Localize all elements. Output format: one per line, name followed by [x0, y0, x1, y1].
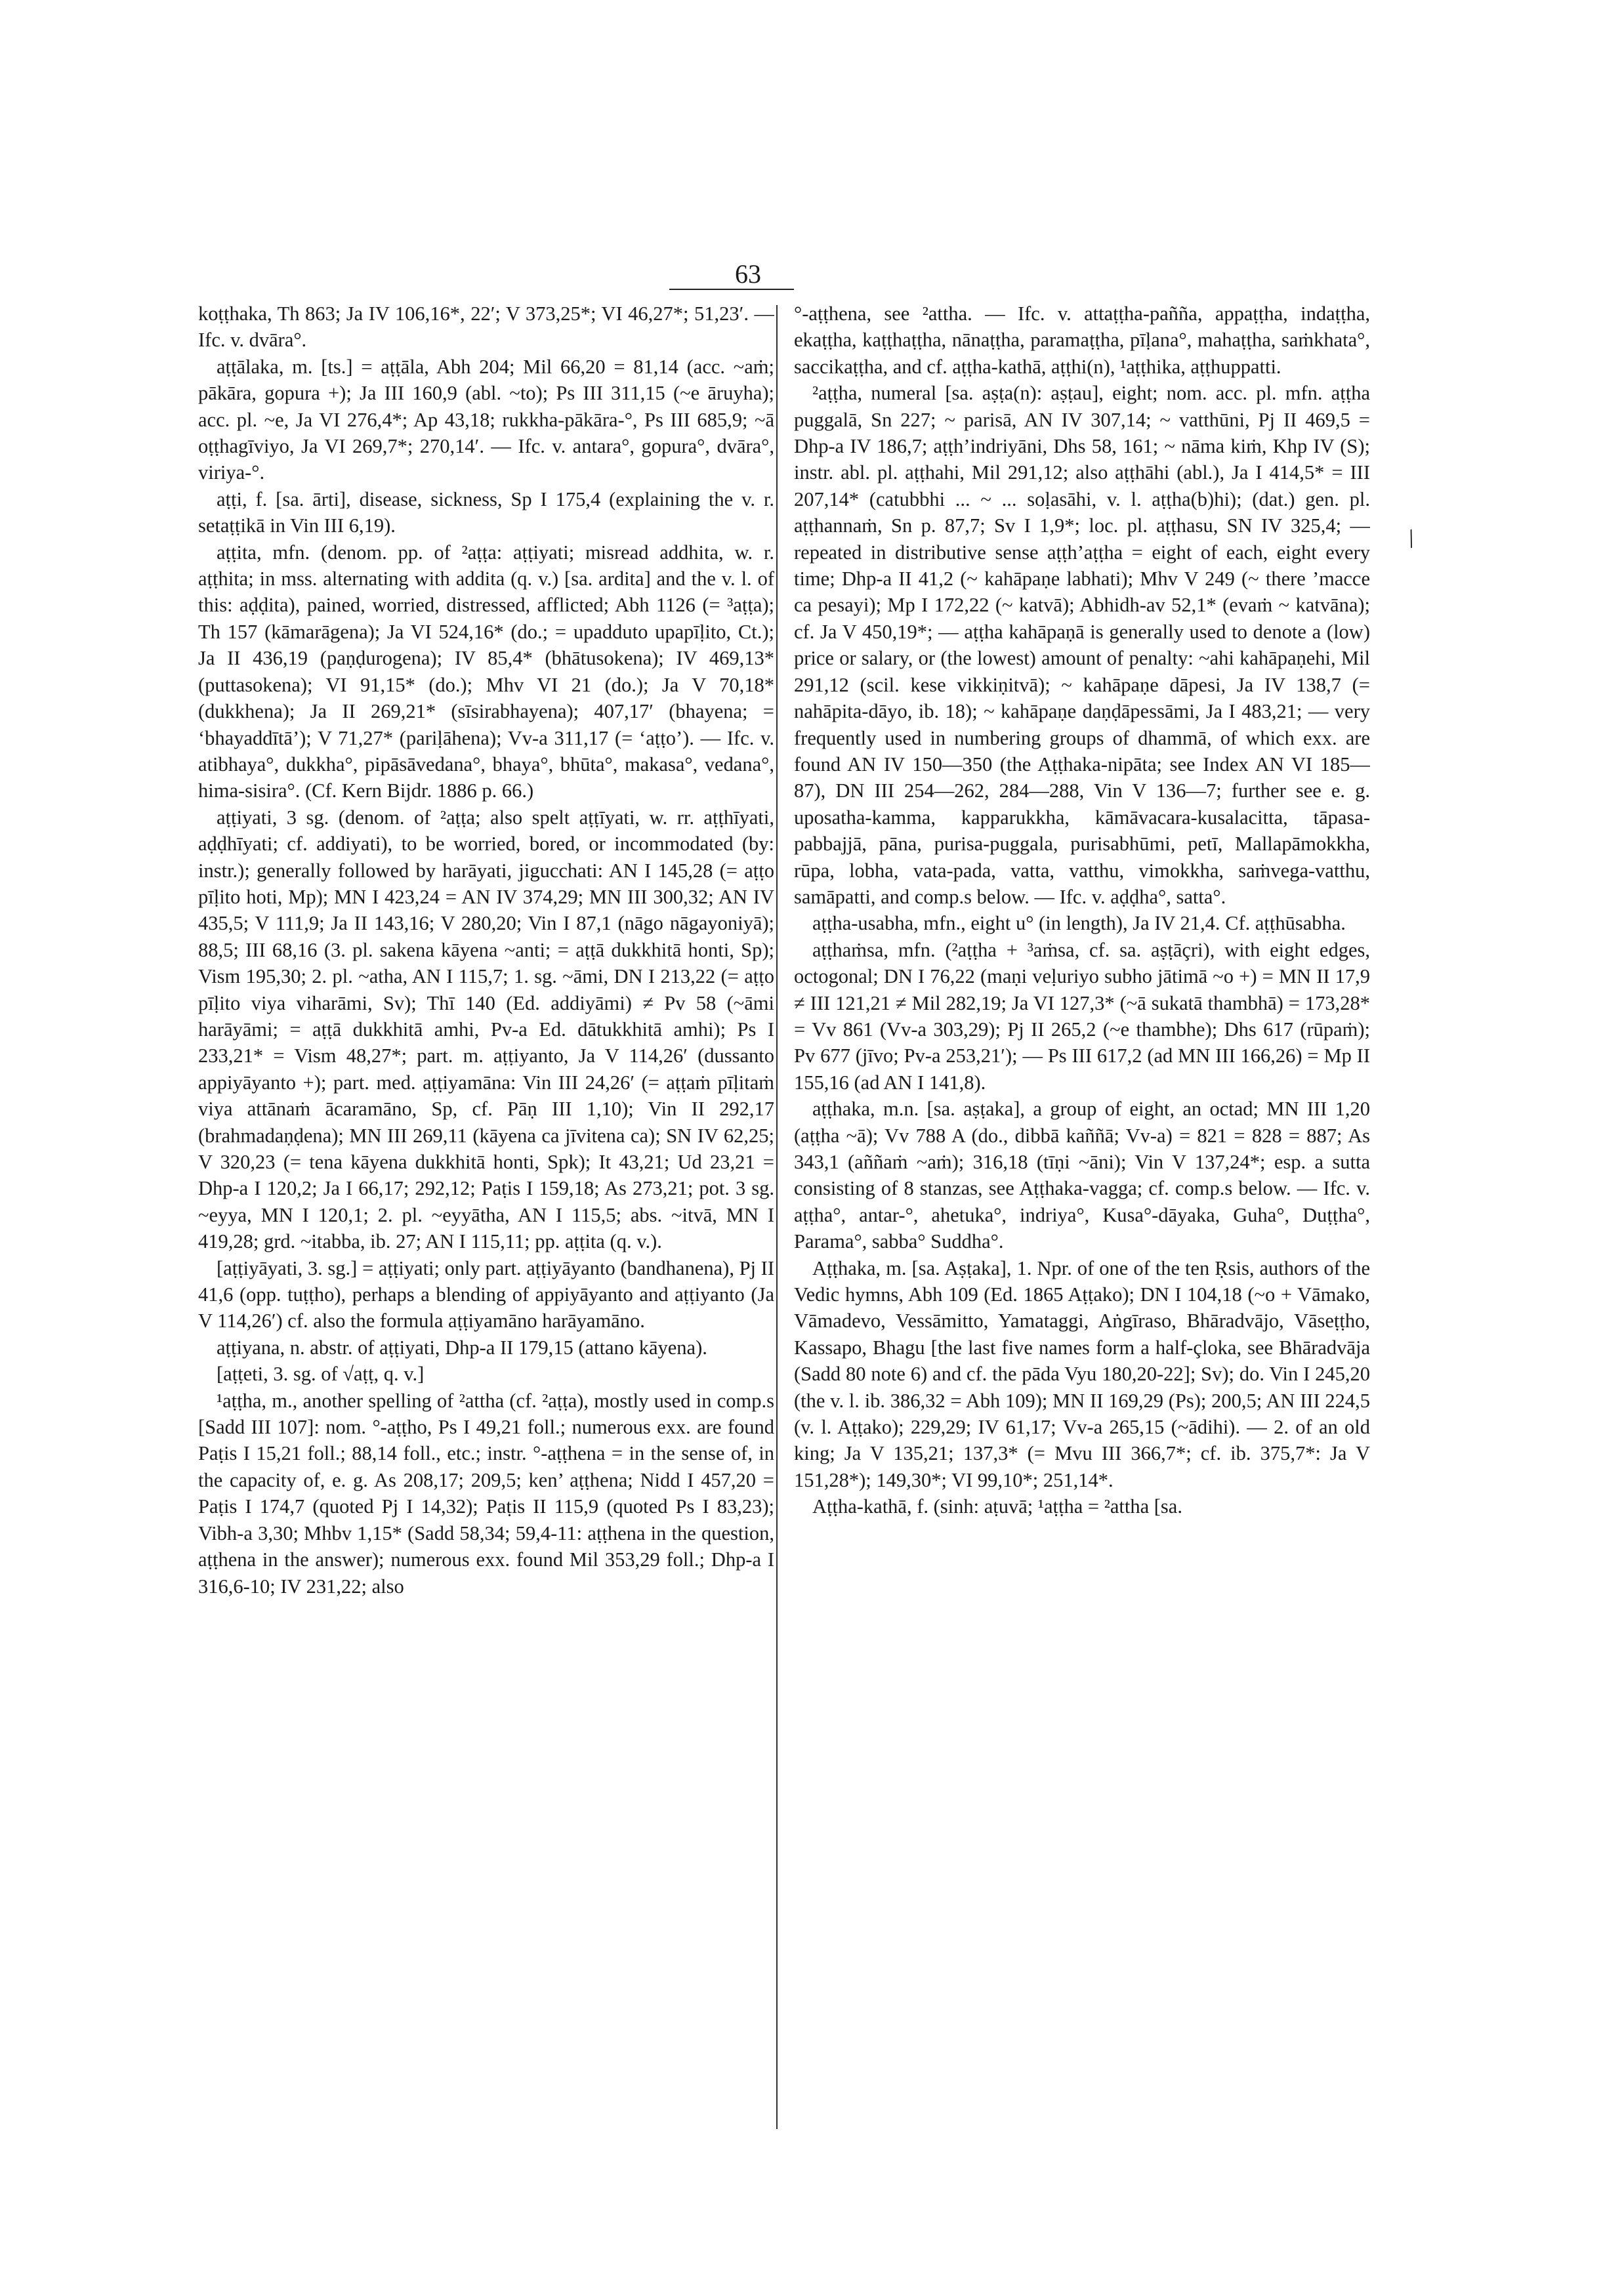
dictionary-entry: ²aṭṭha, numeral [sa. aṣṭa(n): aṣṭau], eight; nom. acc. pl. mfn. aṭṭha puggalā, Sn 227; ~ parisā, AN IV 307,14; ~ vatthūni, Pj II 469,5 = Dhp-a IV 186,7; aṭṭh’indriyāni, Dhs 58, 161; ~ nāma kiṁ, Khp IV (S); instr. abl. pl. aṭṭhahi, Mil 291,12; also aṭṭhāhi (abl.), Ja I 414,5* = III 207,14* (catubbhi ... ~ ... soḷasāhi, v. l. aṭṭha(b)hi); (dat.) gen. pl. aṭṭhannaṁ, Sn p. 87,7; Sv I 1,9*; loc. pl. aṭṭhasu, SN IV 325,4; — repeated in distributive sense aṭṭh’aṭṭha = eight of each, eight every time; Dhp-a II 41,2 (~ kahāpaṇe labhati); Mhv V 249 (~ there ’macce ca pesayi); Mp I 172,22 (~ katvā); Abhidh-av 52,1* (evaṁ ~ katvāna); cf. Ja V 450,19*; — aṭṭha kahāpaṇā is generally used to denote a (low) price or salary, or (the lowest) amount of penalty: ~ahi kahāpaṇehi, Mil 291,12 (scil. kese vikkiṇitvā); ~ kahāpaṇe dāpesi, Ja IV 138,7 (= nahāpita-dāyo, ib. 18); ~ kahāpaṇe daṇḍāpessāmi, Ja I 483,21; — very frequently used in numbering groups of dhammā, of which exx. are found AN IV 150—350 (the Aṭṭhaka-nipāta; see Index AN VI 185—87), DN III 254—262, 284—288, Vin V 136—7; further see e. g. uposatha-kamma, kapparukkha, kāmāvacara-kusalacitta, tāpasa-pabbajjā, pāna, purisa-puggala, purisabhūmi, petī, Mallapāmokkha, rūpa, lobha, vata-pada, vatta, vatthu, vimokkha, saṁvega-vatthu, samāpatti, and comp.s below. — Ifc. v. aḍḍha°, satta°. [794, 382, 1370, 908]
right-column [794, 300, 1370, 2203]
dictionary-entry: koṭṭhaka, Th 863; Ja IV 106,16*, 22′; V 373,25*; VI 46,27*; 51,23′. — Ifc. v. dvāra°. [198, 302, 774, 352]
page-number-rule [669, 289, 794, 290]
dictionary-entry: aṭṭiyati, 3 sg. (denom. of ²aṭṭa; also spelt aṭṭīyati, w. rr. aṭṭhīyati, aḍḍhīyati; cf. addiyati), to be worried, bored, or incommodated (by: instr.); generally followed by harāyati, jigucchati: AN I 145,28 (= aṭṭo pīḷito hoti, Mp); MN I 423,24 = AN IV 374,29; MN III 300,32; AN IV 435,5; V 111,9; Ja II 143,16; V 280,20; Vin I 87,1 (nāgo nāgayoniyā); 88,5; III 68,16 (3. pl. sakena kāyena ~anti; = aṭṭā dukkhitā honti, Sp); Vism 195,30; 2. pl. ~atha, AN I 115,7; 1. sg. ~āmi, DN I 213,22 (= aṭṭo pīḷito viya viharāmi, Sv); Thī 140 (Ed. addiyāmi) ≠ Pv 58 (~āmi harāyāmi; = aṭṭā dukkhitā amhi, Pv-a Ed. dātukkhitā amhi); Ps I 233,21* = Vism 48,27*; part. m. aṭṭiyanto, Ja V 114,26′ (dussanto appiyāyanto +); part. med. aṭṭiyamāna: Vin III 24,26′ (= aṭṭaṁ pīḷitaṁ viya attānaṁ ācaramāno, Sp, cf. Pāṇ III 1,10); Vin II 292,17 (brahmadaṇḍena); MN III 269,11 (kāyena ca jīvitena ca); SN IV 62,25; V 320,23 (= tena kāyena dukkhitā honti, Spk); It 43,21; Ud 23,21 = Dhp-a I 120,2; Ja I 66,17; 292,12; Paṭis I 159,18; As 273,21; pot. 3 sg. ~eyya, MN I 120,1; 2. pl. ~eyyātha, AN I 115,5; abs. ~itvā, MN I 419,28; grd. ~itabba, ib. 27; AN I 115,11; pp. aṭṭita (q. v.). [198, 806, 774, 1253]
column-divider [776, 305, 778, 2129]
dictionary-entry: Aṭṭhaka, m. [sa. Aṣṭaka], 1. Npr. of one of the ten Ṛsis, authors of the Vedic hymns, Abh 109 (Ed. 1865 Aṭṭako); DN I 104,18 (~o + Vāmako, Vāmadevo, Vessāmitto, Yamataggi, Aṅgīraso, Bhāradvājo, Vāseṭṭho, Kassapo, Bhagu [the last five names form a half-çloka, see Bhāradvāja (Sadd 80 note 6) and cf. the pāda Vyu 180,20-22]; Sv); do. Vin I 245,20 (the v. l. ib. 386,32 = Abh 109); MN II 169,29 (Ps); 200,5; AN III 224,5 (v. l. Aṭṭako); 229,29; IV 61,17; Vv-a 265,15 (~ādihi). — 2. of an old king; Ja V 135,21; 137,3* (= Mvu III 366,7*; cf. ib. 375,7*: Ja V 151,28*); 149,30*; VI 99,10*; 251,14*. [794, 1256, 1370, 1491]
dictionary-entry: aṭṭha-usabha, mfn., eight u° (in length), Ja IV 21,4. Cf. aṭṭhūsabha. [812, 912, 1346, 935]
dictionary-entry: aṭṭālaka, m. [ts.] = aṭṭāla, Abh 204; Mil 66,20 = 81,14 (acc. ~aṁ; pākāra, gopura +); Ja III 160,9 (abl. ~to); Ps III 311,15 (~e āruyha); acc. pl. ~e, Ja VI 276,4*; Ap 43,18; rukkha-pākāra-°, Ps III 685,9; ~ā oṭṭhagīviyo, Ja VI 269,7*; 270,14′. — Ifc. v. antara°, gopura°, dvāra°, viriya-°. [198, 355, 774, 484]
dictionary-entry: aṭṭita, mfn. (denom. pp. of ²aṭṭa: aṭṭiyati; misread addhita, w. r. aṭṭhita; in mss. alternating with addita (q. v.) [sa. ardita] and the v. l. of this: aḍḍita), pained, worried, distressed, afflicted; Abh 1126 (= ³aṭṭa); Th 157 (kāmarāgena); Ja VI 524,16* (do.; = upadduto upapīḷito, Ct.); Ja II 436,19 (paṇḍurogena); IV 85,4* (bhātusokena); IV 469,13* (puttasokena); VI 91,15* (do.); Mhv VI 21 (do.); Ja V 70,18* (dukkhena); Ja II 269,21* (sīsirabhayena); 407,17′ (bhayena; = ‘bhayaddītā’); V 71,27* (pariḷāhena); Vv-a 311,17 (= ‘aṭṭo’). — Ifc. v. atibhaya°, dukkha°, pipāsāvedana°, bhaya°, bhūta°, makasa°, vedana°, hima-sisira°. (Cf. Kern Bijdr. 1886 p. 66.) [198, 541, 774, 802]
dictionary-entry: [aṭṭiyāyati, 3. sg.] = aṭṭiyati; only part. aṭṭiyāyanto (bandhanena), Pj II 41,6 (opp. tuṭṭho), perhaps a blending of appiyāyanto and aṭṭiyanto (Ja V 114,26′) cf. also the formula aṭṭiyamāno harāyamāno. [198, 1256, 774, 1333]
dictionary-entry: aṭṭhaṁsa, mfn. (²aṭṭha + ³aṁsa, cf. sa. aṣṭāçri), with eight edges, octogonal; DN I 76,22 (maṇi veḷuriyo subho jātimā ~o +) = MN II 17,9 ≠ III 121,21 ≠ Mil 282,19; Ja VI 127,3* (~ā sukatā thambhā) = 173,28* = Vv 861 (Vv-a 303,29); Pj II 265,2 (~e thambhe); Dhs 617 (rūpaṁ); Pv 677 (jīvo; Pv-a 253,21′); — Ps III 617,2 (ad MN III 166,26) = Mp II 155,16 (ad AN I 141,8). [794, 938, 1370, 1094]
dictionary-entry: aṭṭhaka, m.n. [sa. aṣṭaka], a group of eight, an octad; MN III 1,20 (aṭṭha ~ā); Vv 788 A (do., dibbā kaññā; Vv-a) = 821 = 828 = 887; As 343,1 (aññaṁ ~aṁ); 316,18 (tīṇi ~āni); Vin V 137,24*; esp. a sutta consisting of 8 stanzas, see Aṭṭhaka-vagga; cf. comp.s below. — Ifc. v. aṭṭha°, antar-°, ahetuka°, indriya°, Kusa°-dāyaka, Guha°, Duṭṭha°, Parama°, sabba° Suddha°. [794, 1098, 1370, 1253]
page-number: 63 [735, 259, 761, 289]
left-column [198, 300, 774, 2203]
dictionary-entry: [aṭṭeti, 3. sg. of √aṭṭ, q. v.] [217, 1363, 425, 1386]
dictionary-entry: Aṭṭha-kathā, f. (sinh: aṭuvā; ¹aṭṭha = ²attha [sa. [812, 1495, 1182, 1518]
margin-mark: / [1402, 523, 1420, 554]
dictionary-entry: aṭṭi, f. [sa. ārti], disease, sickness, Sp I 175,4 (explaining the v. r. setaṭṭikā in Vin III 6,19). [198, 487, 774, 537]
dictionary-entry: °-aṭṭhena, see ²attha. — Ifc. v. attaṭṭha-pañña, appaṭṭha, indaṭṭha, ekaṭṭha, kaṭṭhaṭṭha, nānaṭṭha, paramaṭṭha, pīḷana°, mahaṭṭha, saṁkhata°, saccikaṭṭha, and cf. aṭṭha-kathā, aṭṭhi(n), ¹aṭṭhika, aṭṭhuppatti. [794, 302, 1370, 378]
dictionary-entry: ¹aṭṭha, m., another spelling of ²attha (cf. ²aṭṭa), mostly used in comp.s [Sadd III 107]: nom. °-aṭṭho, Ps I 49,21 foll.; numerous exx. are found Paṭis I 15,21 foll.; 88,14 foll., etc.; instr. °-aṭṭhena = in the sense of, in the capacity of, e. g. As 208,17; 209,5; ken’ aṭṭhena; Nidd I 457,20 = Paṭis I 174,7 (quoted Pj I 14,32); Paṭis II 115,9 (quoted Ps I 83,23); Vibh-a 3,30; Mhbv 1,15* (Sadd 58,34; 59,4-11: aṭṭhena in the question, aṭṭhena in the answer); numerous exx. found Mil 353,29 foll.; Dhp-a I 316,6-10; IV 231,22; also [198, 1389, 774, 1598]
dictionary-entry: aṭṭiyana, n. abstr. of aṭṭiyati, Dhp-a II 179,15 (attano kāyena). [217, 1336, 707, 1359]
